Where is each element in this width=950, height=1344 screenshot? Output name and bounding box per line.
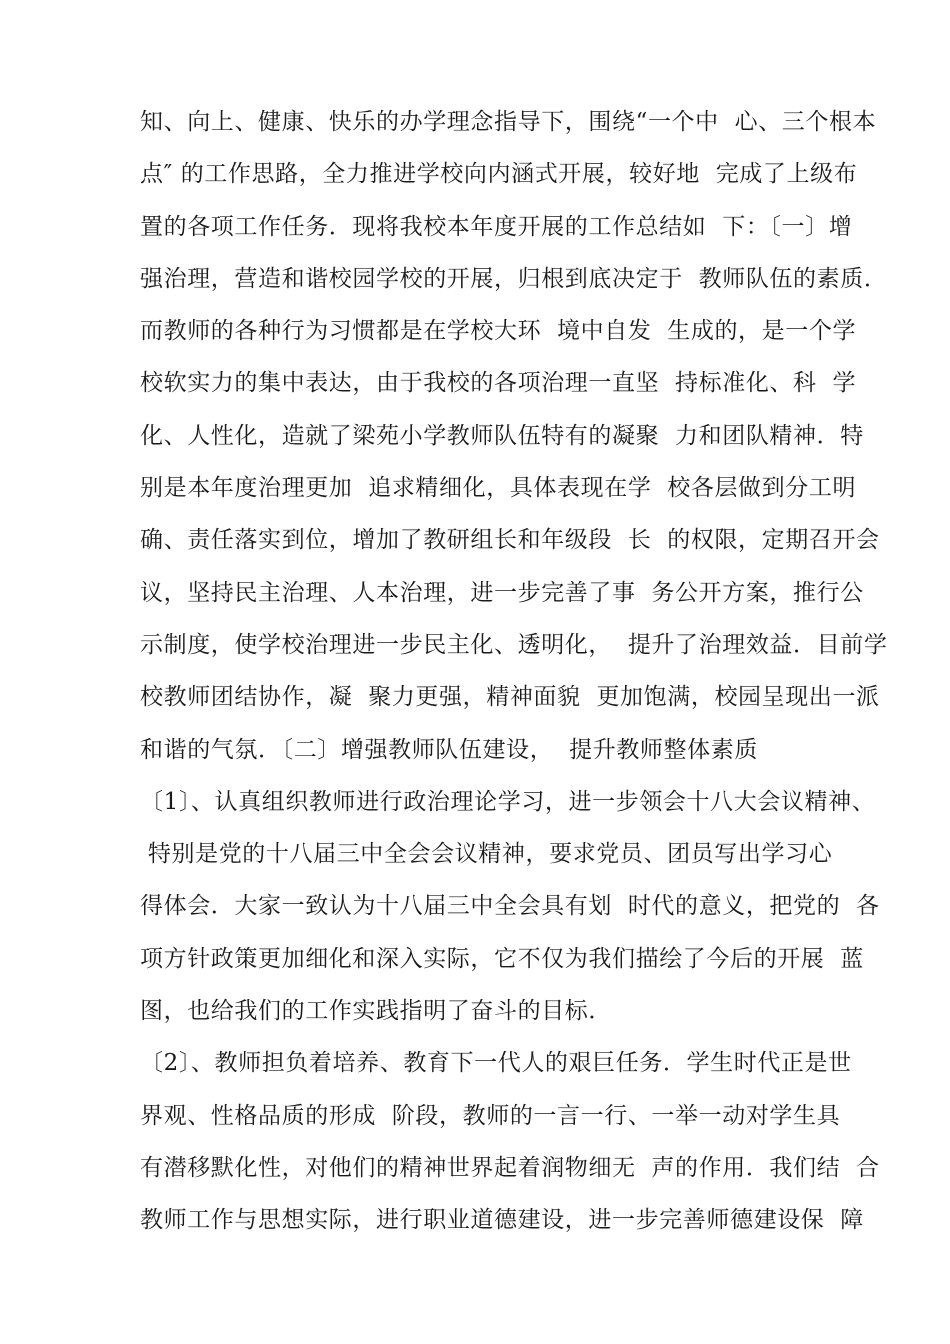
text-line: 得体会．大家一致认为十八届三中全会具有划 时代的意义，把党的 各 bbox=[140, 893, 880, 920]
body-text bbox=[140, 96, 888, 1247]
text-line: 示制度，使学校治理进一步民主化、透明化， 提升了治理效益．目前学 bbox=[140, 631, 888, 658]
text-line: 图，也给我们的工作实践指明了奋斗的目标． bbox=[140, 998, 612, 1025]
text-line: 〔1〕、认真组织教师进行政治理论学习，进一步领会十八大会议精神、 bbox=[140, 788, 876, 815]
text-line: 教师工作与思想实际，进行职业道德建设，进一步完善师德建设保 障 bbox=[140, 1207, 864, 1234]
text-line: 议，坚持民主治理、人本治理，进一步完善了事 务公开方案，推行公 bbox=[140, 579, 864, 606]
text-line: 化、人性化，造就了梁苑小学教师队伍特有的凝聚 力和团队精神．特 bbox=[140, 422, 864, 449]
text-line: 项方针政策更加细化和深入实际，它不仅为我们描绘了今后的开展 蓝 bbox=[140, 945, 864, 972]
text-line: 别是本年度治理更加 追求精细化，具体表现在学 校各层做到分工明 bbox=[140, 475, 857, 502]
text-line: 特别是党的十八届三中全会会议精神，要求党员、团员写出学习心 bbox=[140, 841, 833, 868]
text-line: 而教师的各种行为习惯都是在学校大环 境中自发 生成的，是一个学 bbox=[140, 318, 857, 345]
text-line: 和谐的气氛．〔二〕增强教师队伍建设， 提升教师整体素质 bbox=[140, 736, 758, 763]
text-line: 知、向上、健康、快乐的办学理念指导下，围绕“一个中 心、三个根本 bbox=[140, 109, 877, 135]
text-line: 校教师团结协作，凝 聚力更强，精神面貌 更加饱满，校园呈现出一派 bbox=[140, 684, 880, 711]
text-line: 校软实力的集中表达，由于我校的各项治理一直坚 持标准化、科 学 bbox=[140, 370, 857, 397]
text-line: 点″ 的工作思路，全力推进学校向内涵式开展，较好地 完成了上级布 bbox=[140, 161, 858, 188]
text-line: 确、责任落实到位，增加了教研组长和年级段 长 的权限，定期召开会 bbox=[140, 527, 880, 554]
text-line: 强治理，营造和谐校园学校的开展，归根到底决定于 教师队伍的素质． bbox=[140, 265, 888, 292]
text-line: 界观、性格品质的形成 阶段，教师的一言一行、一举一动对学生具 bbox=[140, 1102, 841, 1129]
text-line: 有潜移默化性，对他们的精神世界起着润物细无 声的作用．我们结 合 bbox=[140, 1154, 880, 1181]
text-line: 置的各项工作任务．现将我校本年度开展的工作总结如 下：〔一〕增 bbox=[140, 213, 853, 240]
text-line: 〔2〕、教师担负着培养、教育下一代人的艰巨任务．学生时代正是世 bbox=[140, 1050, 852, 1077]
